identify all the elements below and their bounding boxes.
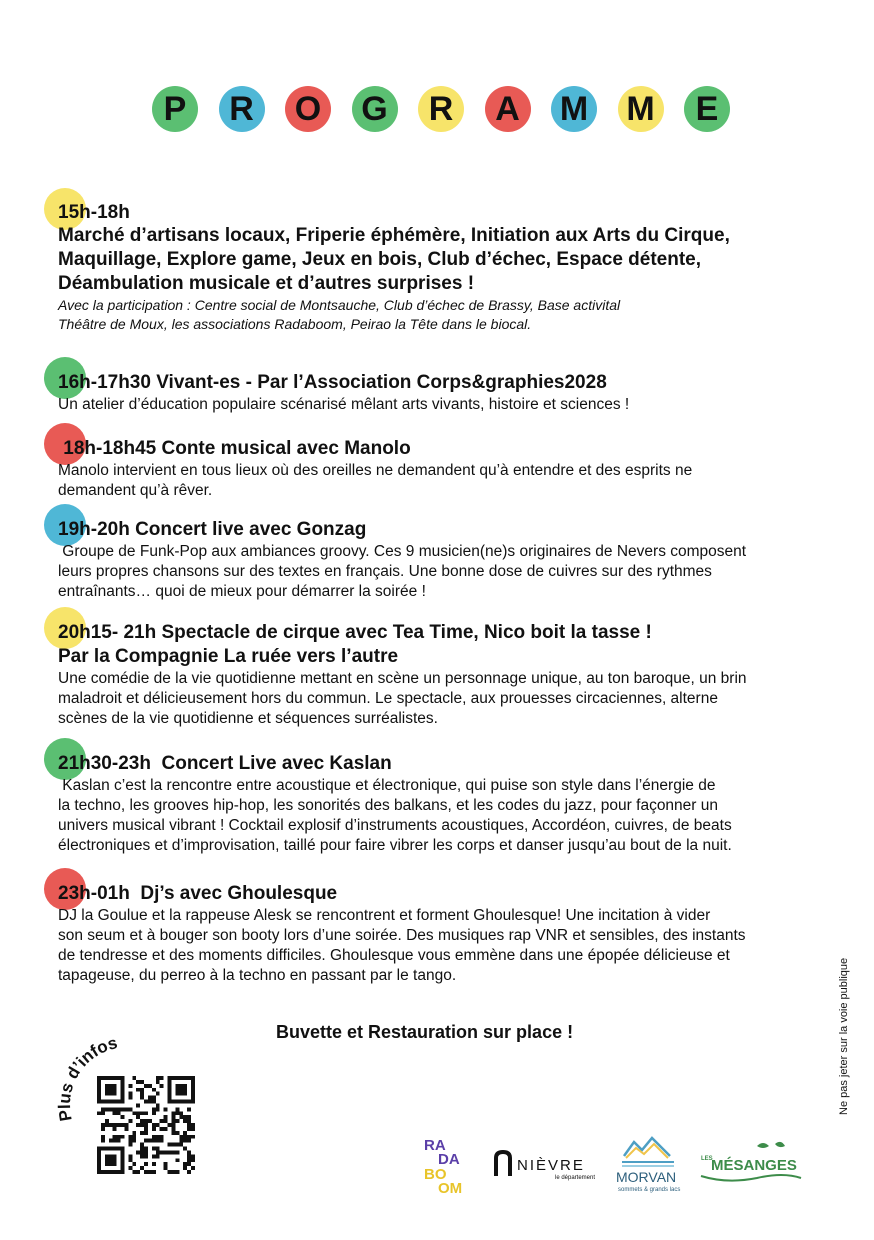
item-credits: Théâtre de Moux, les associations Radaboom, Peirao la Tête dans le biocal. bbox=[58, 316, 532, 332]
item-description: DJ la Goulue et la rappeuse Alesk se rencontrent et forment Ghoulesque! Une incitation à vider bbox=[58, 907, 711, 924]
item-description: Groupe de Funk-Pop aux ambiances groovy. Ces 9 musicien(ne)s originaires de Nevers composent bbox=[58, 543, 747, 560]
nievre-logo bbox=[493, 1148, 603, 1184]
item-title: 18h-18h45 Conte musical avec Manolo bbox=[58, 438, 411, 459]
mesanges-logo-prefix: LES bbox=[701, 1156, 713, 1162]
mesanges-logo bbox=[697, 1140, 807, 1186]
title-letter: R bbox=[219, 86, 265, 132]
nievre-logo-text: NIÈVRE bbox=[517, 1157, 585, 1174]
morvan-logo-text: MORVAN bbox=[616, 1169, 677, 1185]
item-title: Déambulation musicale et d’autres surprises ! bbox=[58, 273, 475, 294]
time-label: 15h-18h bbox=[58, 202, 130, 223]
item-title: Marché d’artisans locaux, Friperie éphémère, Initiation aux Arts du Cirque, bbox=[58, 225, 730, 246]
item-description: électroniques et d’improvisation, taillé pour faire vibrer les corps et danser jusqu’au bout de la nuit. bbox=[58, 837, 732, 854]
item-description: son seum et à bouger son booty lors d’une soirée. Des musiques rap VNR et sensibles, des instants bbox=[58, 927, 746, 944]
item-description: Kaslan c’est la rencontre entre acoustique et électronique, qui puise son style dans l’énergie de bbox=[58, 777, 716, 794]
item-description: tapageuse, du perreo à la techno en passant par le tango. bbox=[58, 967, 457, 984]
item-description: univers musical vibrant ! Cocktail explosif d’instruments acoustiques, Accordéon, cuivres, de beats bbox=[58, 817, 732, 834]
radaboom-logo-text-2: DA bbox=[438, 1151, 460, 1168]
programme-item bbox=[58, 357, 828, 415]
title-letter: R bbox=[418, 86, 464, 132]
programme-item bbox=[58, 868, 828, 986]
programme-item bbox=[58, 607, 828, 729]
radaboom-logo-text-4: OM bbox=[438, 1180, 463, 1195]
title-letter: O bbox=[285, 86, 331, 132]
programme-title bbox=[152, 86, 732, 136]
programme-item bbox=[58, 738, 828, 856]
item-title: Par la Compagnie La ruée vers l’autre bbox=[58, 646, 399, 667]
item-title: Maquillage, Explore game, Jeux en bois, Club d’échec, Espace détente, bbox=[58, 249, 702, 270]
item-title: 19h-20h Concert live avec Gonzag bbox=[58, 519, 367, 540]
title-letter: G bbox=[352, 86, 398, 132]
radaboom-logo-text-1: RA bbox=[424, 1137, 446, 1154]
item-description: de tendresse et des moments difficiles. Ghoulesque vous emmène dans une épopée délicieuse et bbox=[58, 947, 730, 964]
title-letter: M bbox=[618, 86, 664, 132]
item-title: 16h-17h30 Vivant-es - Par l’Association Corps&graphies2028 bbox=[58, 372, 607, 393]
programme-item bbox=[58, 188, 828, 334]
mesanges-logo-text: MÉSANGES bbox=[711, 1157, 797, 1174]
title-letter: E bbox=[684, 86, 730, 132]
title-letter: M bbox=[551, 86, 597, 132]
item-description: Un atelier d’éducation populaire scénarisé mêlant arts vivants, histoire et sciences ! bbox=[58, 396, 630, 413]
vertical-note: Ne pas jeter sur la voie publique bbox=[838, 957, 850, 1115]
title-letter: P bbox=[152, 86, 198, 132]
item-title: 23h-01h Dj’s avec Ghoulesque bbox=[58, 883, 338, 904]
plus-infos-text: Plus d’infos bbox=[54, 1033, 120, 1123]
item-description: scènes de la vie quotidienne et séquences surréalistes. bbox=[58, 710, 438, 727]
programme-item bbox=[58, 504, 828, 602]
buvette-note: Buvette et Restauration sur place ! bbox=[276, 1022, 574, 1042]
nievre-logo-subtext: le département bbox=[555, 1175, 596, 1181]
item-description: la techno, les grooves hip-hop, les sonorités des balkans, et les codes du jazz, pour façonner un bbox=[58, 797, 719, 814]
item-credits: Avec la participation : Centre social de Montsauche, Club d’échec de Brassy, Base activital bbox=[58, 297, 621, 313]
item-description: Manolo intervient en tous lieux où des oreilles ne demandent qu’à entendre et des esprits ne bbox=[58, 462, 693, 479]
item-description: Une comédie de la vie quotidienne mettant en scène un personnage unique, au ton baroque, un brin bbox=[58, 670, 747, 687]
radaboom-logo bbox=[420, 1135, 470, 1195]
item-description: leurs propres chansons sur des textes en français. Une bonne dose de cuivres sur des rythmes bbox=[58, 563, 712, 580]
morvan-logo-subtext: sommets & grands lacs bbox=[618, 1187, 681, 1193]
item-description: entraînants… quoi de mieux pour démarrer la soirée ! bbox=[58, 583, 426, 600]
morvan-logo bbox=[612, 1132, 684, 1196]
item-title: 20h15- 21h Spectacle de cirque avec Tea Time, Nico boit la tasse ! bbox=[58, 622, 652, 643]
title-letter: A bbox=[485, 86, 531, 132]
item-description: demandent qu’à rêver. bbox=[58, 482, 213, 499]
qr-code[interactable] bbox=[97, 1076, 195, 1174]
programme-item bbox=[58, 423, 828, 501]
item-title: 21h30-23h Concert Live avec Kaslan bbox=[58, 753, 392, 774]
radaboom-logo-text-3: BO bbox=[424, 1166, 447, 1183]
item-description: maladroit et délicieusement hors du commun. Le spectacle, aux prouesses circaciennes, alterne bbox=[58, 690, 718, 707]
